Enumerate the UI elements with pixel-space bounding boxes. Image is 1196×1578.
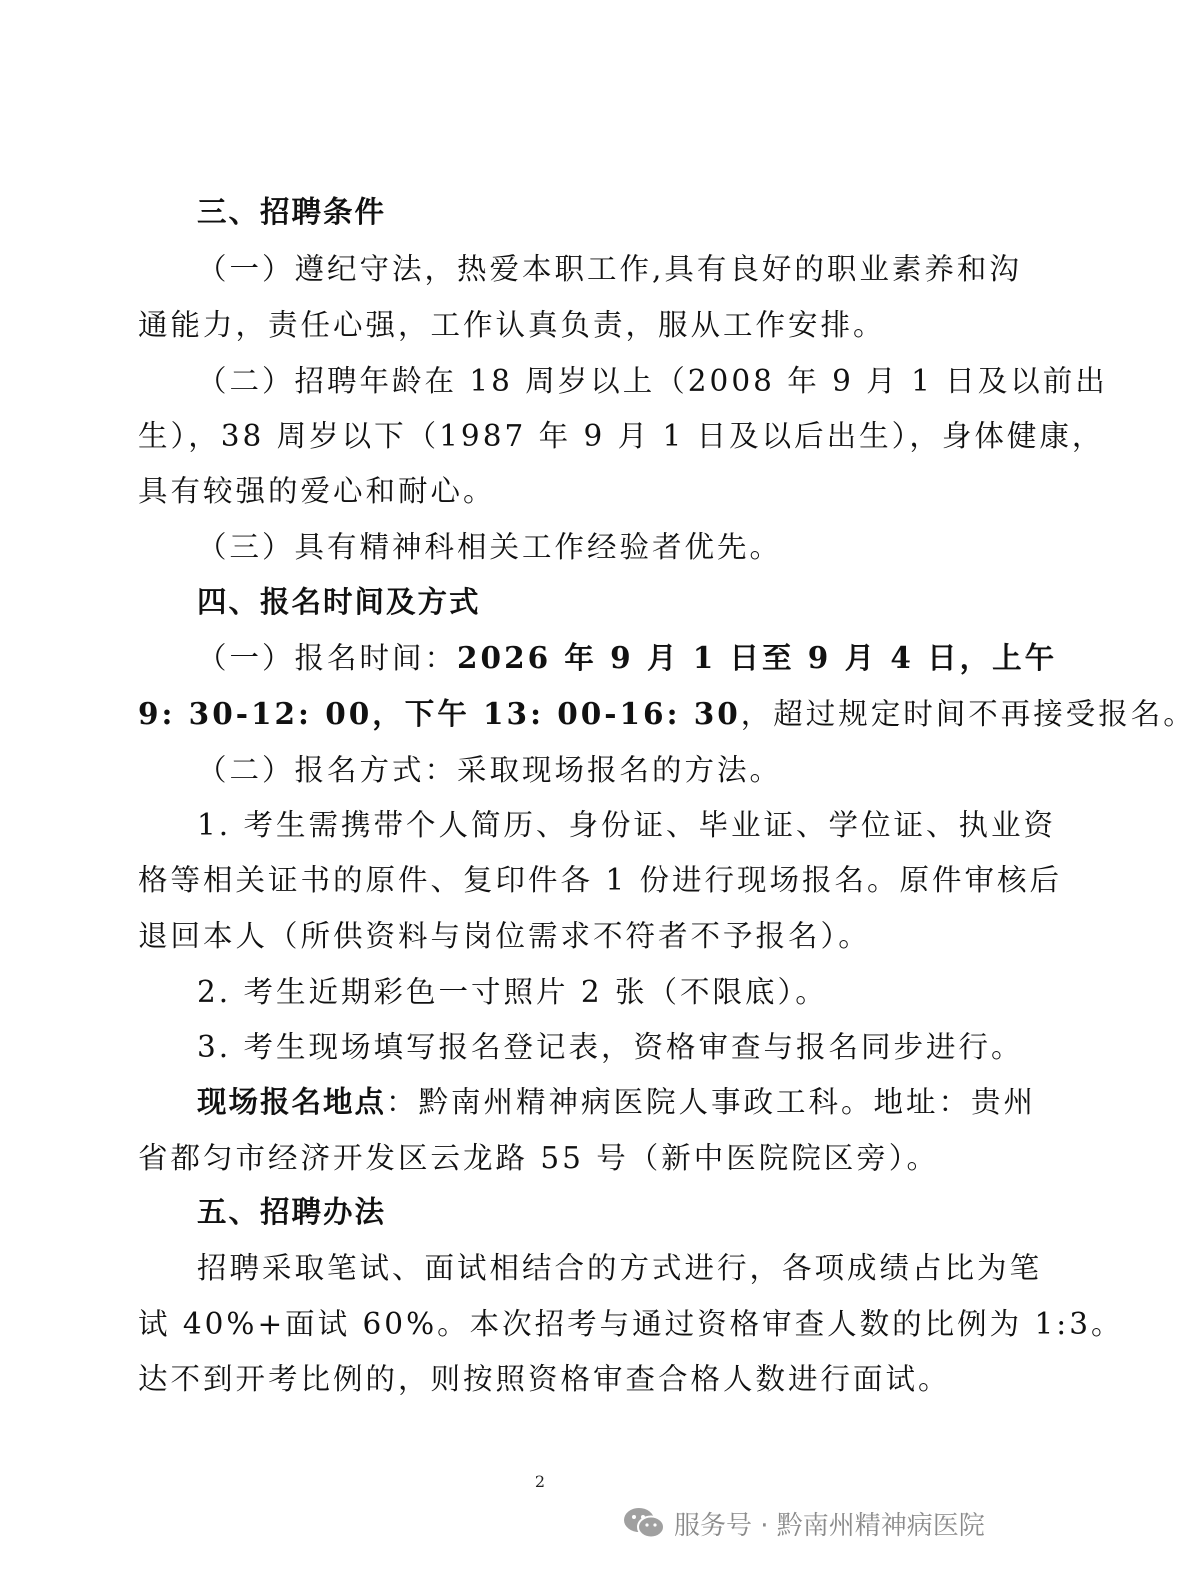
location-label: 现场报名地点 (197, 1085, 387, 1119)
paragraph-line: 具有较强的爱心和耐心。 (138, 474, 496, 508)
page-number: 2 (534, 1472, 546, 1491)
paragraph-line: 格等相关证书的原件、复印件各 1 份进行现场报名。原件审核后 (138, 863, 1063, 897)
registration-time-dates: 2026 年 9 月 1 日至 9 月 4 日，上午 (457, 640, 1058, 675)
paragraph-line: （二）报名方式：采取现场报名的方法。 (197, 753, 783, 787)
paragraph-line: 退回本人（所供资料与岗位需求不符者不予报名）。 (138, 919, 871, 953)
registration-time-note: ，超过规定时间不再接受报名。 (740, 697, 1196, 731)
location-text: ：黔南州精神病医院人事政工科。地址：贵州 (386, 1085, 1037, 1119)
paragraph-line: 达不到开考比例的，则按照资格审查合格人数进行面试。 (138, 1362, 951, 1396)
registration-time-hours: 9: 30-12: 00，下午 13: 00-16: 30 (138, 696, 741, 731)
paragraph-line (197, 638, 1057, 678)
paragraph-line: 试 40%+面试 60%。本次招考与通过资格审查人数的比例为 1:3。 (138, 1307, 1124, 1341)
section4-heading: 四、报名时间及方式 (197, 585, 481, 619)
registration-time-label: （一）报名时间： (197, 641, 458, 675)
footer-text: 服务号 · 黔南州精神病医院 (674, 1510, 985, 1541)
paragraph-line (138, 694, 1196, 734)
paragraph-line: 生），38 周岁以下（1987 年 9 月 1 日及以后出生），身体健康， (138, 419, 1105, 453)
paragraph-line: 通能力，责任心强，工作认真负责，服从工作安排。 (138, 308, 886, 342)
paragraph-line: 1. 考生需携带个人简历、身份证、毕业证、学位证、执业资 (197, 808, 1057, 842)
paragraph-line: （二）招聘年龄在 18 周岁以上（2008 年 9 月 1 日及以前出 (197, 364, 1108, 398)
wechat-icon (622, 1506, 666, 1540)
wechat-footer-watermark (622, 1503, 985, 1543)
section3-heading: 三、招聘条件 (197, 195, 387, 229)
section5-heading: 五、招聘办法 (197, 1195, 387, 1229)
paragraph-line: 2. 考生近期彩色一寸照片 2 张（不限底）。 (197, 975, 828, 1009)
paragraph-line: （一）遵纪守法，热爱本职工作,具有良好的职业素养和沟 (197, 252, 1022, 286)
paragraph-line (197, 1082, 1036, 1122)
paragraph-line: （三）具有精神科相关工作经验者优先。 (197, 530, 783, 564)
paragraph-line: 3. 考生现场填写报名登记表，资格审查与报名同步进行。 (197, 1030, 1024, 1064)
paragraph-line: 省都匀市经济开发区云龙路 55 号（新中医院院区旁）。 (138, 1141, 940, 1175)
paragraph-line: 招聘采取笔试、面试相结合的方式进行，各项成绩占比为笔 (197, 1251, 1043, 1285)
